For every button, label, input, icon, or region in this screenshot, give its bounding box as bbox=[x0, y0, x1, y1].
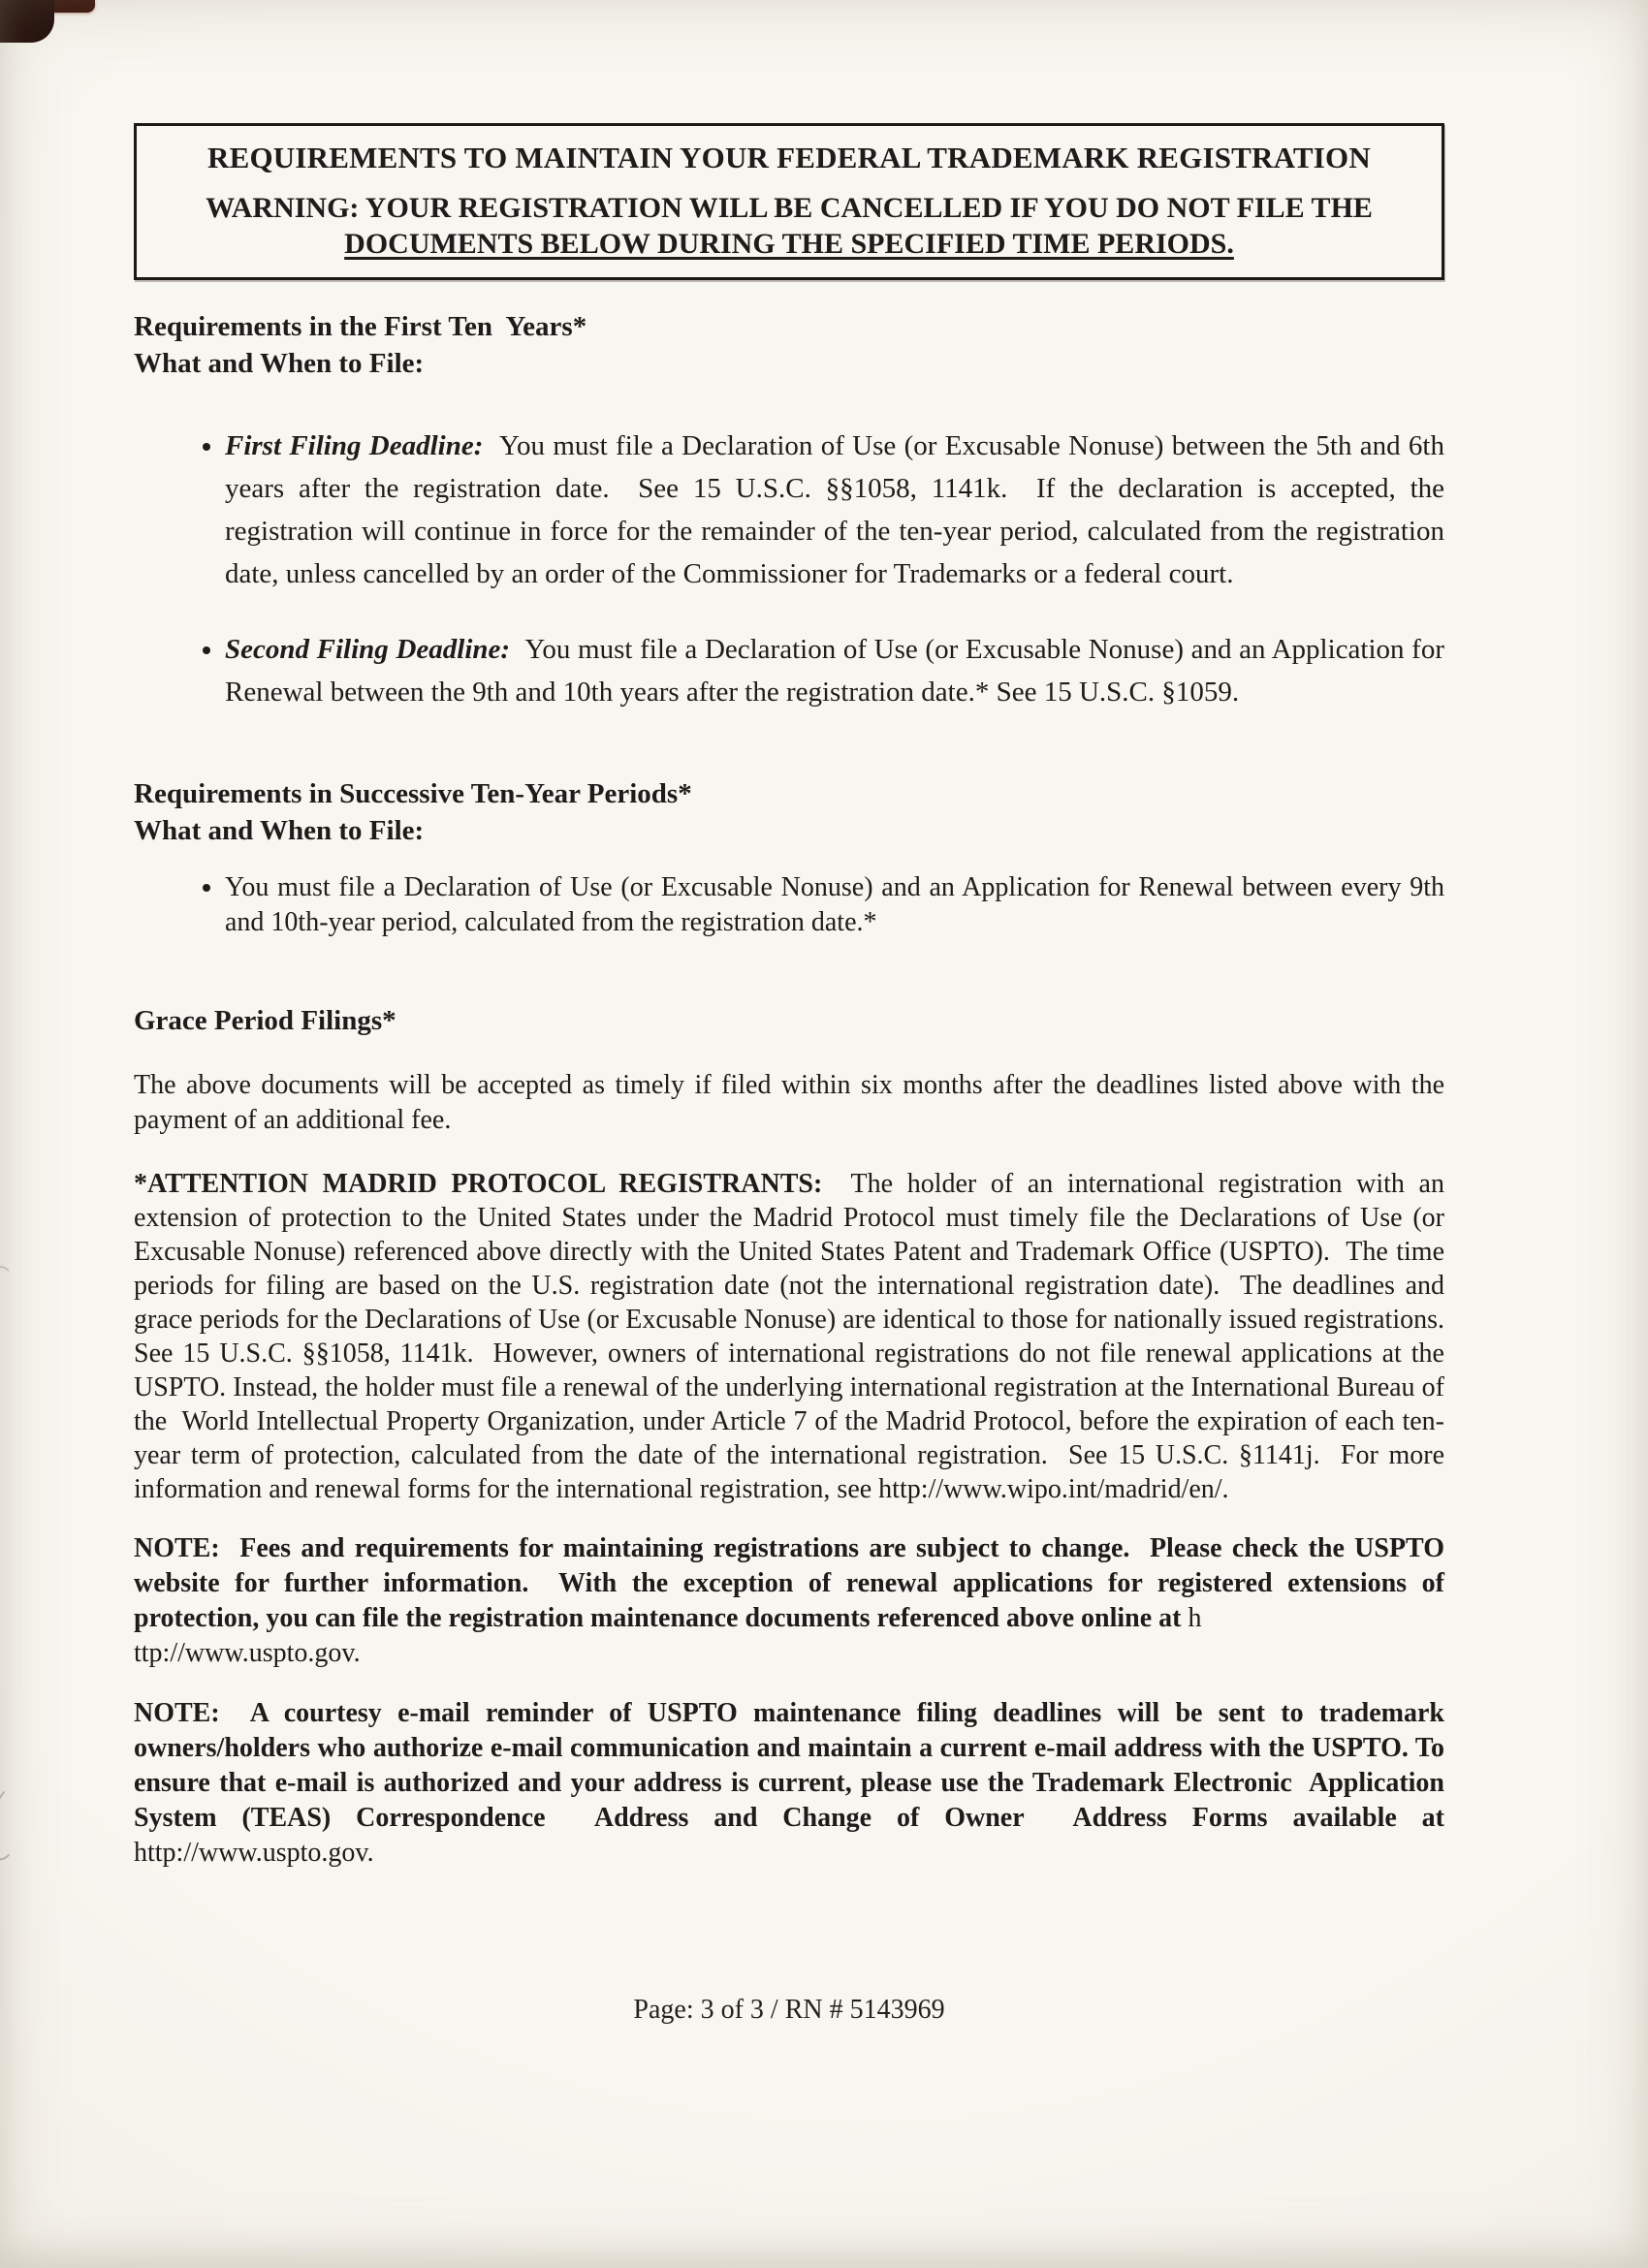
second-filing-deadline-item bbox=[225, 628, 1452, 713]
successive-periods-text: You must file a Declaration of Use (or Excusable Nonuse) and an Application for Renewal between every 9th and 10th-year period, calculated from the registration date.* bbox=[225, 872, 1451, 937]
scan-corner-artifact bbox=[0, 0, 54, 43]
successive-periods-heading: Requirements in Successive Ten-Year Periods* bbox=[134, 778, 692, 809]
first-filing-deadline-label: First Filing Deadline: bbox=[225, 430, 499, 461]
successive-periods-bullet-list bbox=[134, 870, 1451, 940]
document-content bbox=[134, 123, 1458, 1871]
madrid-protocol-label: *ATTENTION MADRID PROTOCOL REGISTRANTS: bbox=[134, 1169, 851, 1199]
note-fees-paragraph bbox=[134, 1531, 1451, 1671]
warning-line-2: DOCUMENTS BELOW DURING THE SPECIFIED TIME PERIODS. bbox=[344, 228, 1234, 260]
second-filing-deadline-text: You must file a Declaration of Use (or Excusable Nonuse) and an Application for Renewal between the 9th and 10th years after the registration date.* See 15 U.S.C. §1059. bbox=[225, 634, 1452, 708]
paper-crease-mark bbox=[0, 1782, 31, 1863]
first-ten-years-subheading: What and When to File: bbox=[134, 348, 425, 379]
first-filing-deadline-text: You must file a Declaration of Use (or Excusable Nonuse) between the 5th and 6th years after the registration date. See 15 U.S.C. §§1058, 1141k. If the declaration is accepted, the registration will continue in force for the remainder of the ten-year period, calculated from the registration date, unless cancelled by an order of the Commissioner for Trademarks or a federal court. bbox=[225, 430, 1452, 589]
successive-periods-subheading: What and When to File: bbox=[134, 815, 425, 846]
uspto-url-split-rest: ttp://www.uspto.gov. bbox=[134, 1638, 361, 1668]
note-email-paragraph bbox=[134, 1696, 1451, 1871]
page-footer: Page: 3 of 3 / RN # 5143969 bbox=[633, 1995, 945, 2025]
grace-period-heading: Grace Period Filings* bbox=[134, 1005, 396, 1036]
grace-period-paragraph: The above documents will be accepted as timely if filed within six months after the deadlines listed above with the payment of an additional fee. bbox=[134, 1070, 1451, 1135]
document-title: REQUIREMENTS TO MAINTAIN YOUR FEDERAL TRADEMARK REGISTRATION bbox=[207, 141, 1371, 174]
warning-line-1: WARNING: YOUR REGISTRATION WILL BE CANCELLED IF YOU DO NOT FILE THE bbox=[206, 192, 1373, 224]
first-ten-years-heading: Requirements in the First Ten Years* bbox=[134, 311, 587, 342]
note-fees-text: NOTE: Fees and requirements for maintaining registrations are subject to change. Please check the USPTO website for further information. With the exception of renewal applications for registered extensions of protection, you can file the registration maintenance documents referenced above online at bbox=[134, 1533, 1451, 1633]
note-email-text: NOTE: A courtesy e-mail reminder of USPTO maintenance filing deadlines will be sent to trademark owners/holders who authorize e-mail communication and maintain a current e-mail address with the USPTO. To ensure that e-mail is authorized and your address is current, please use the Trademark Electronic Application System (TEAS) Correspondence Address and Change of Owner Address Forms available at bbox=[134, 1698, 1451, 1833]
uspto-url-text: http://www.uspto.gov. bbox=[134, 1838, 374, 1868]
requirements-header-box bbox=[134, 123, 1444, 280]
madrid-protocol-text: The holder of an international registration with an extension of protection to the United States under the Madrid Protocol must timely file the Declarations of Use (or Excusable Nonuse) referenced above directly with the United States Patent and Trademark Office (USPTO). The time periods for filing are based on the U.S. registration date (not the international registration date). The deadlines and grace periods for the Declarations of Use (or Excusable Nonuse) are identical to those for nationally issued registrations. See 15 U.S.C. §§1058, 1141k. However, owners of international registrations do not file renewal applications at the USPTO. Instead, the holder must file a renewal of the underlying international registration at the International Bureau of the World Intellectual Property Organization, under Article 7 of the Madrid Protocol, before the expiration of each ten-year term of protection, calculated from the date of the international registration. See 15 U.S.C. §1141j. For more information and renewal forms for the international registration, see http://www.wipo.int/madrid/en/. bbox=[134, 1169, 1458, 1504]
madrid-protocol-paragraph bbox=[134, 1167, 1458, 1506]
successive-periods-item bbox=[225, 870, 1451, 940]
uspto-url-split-prefix: h bbox=[1188, 1603, 1202, 1633]
second-filing-deadline-label: Second Filing Deadline: bbox=[225, 634, 525, 665]
first-filing-deadline-item bbox=[225, 425, 1452, 595]
first-ten-years-bullet-list bbox=[134, 425, 1452, 713]
paper-crease-mark-small bbox=[0, 1264, 20, 1316]
